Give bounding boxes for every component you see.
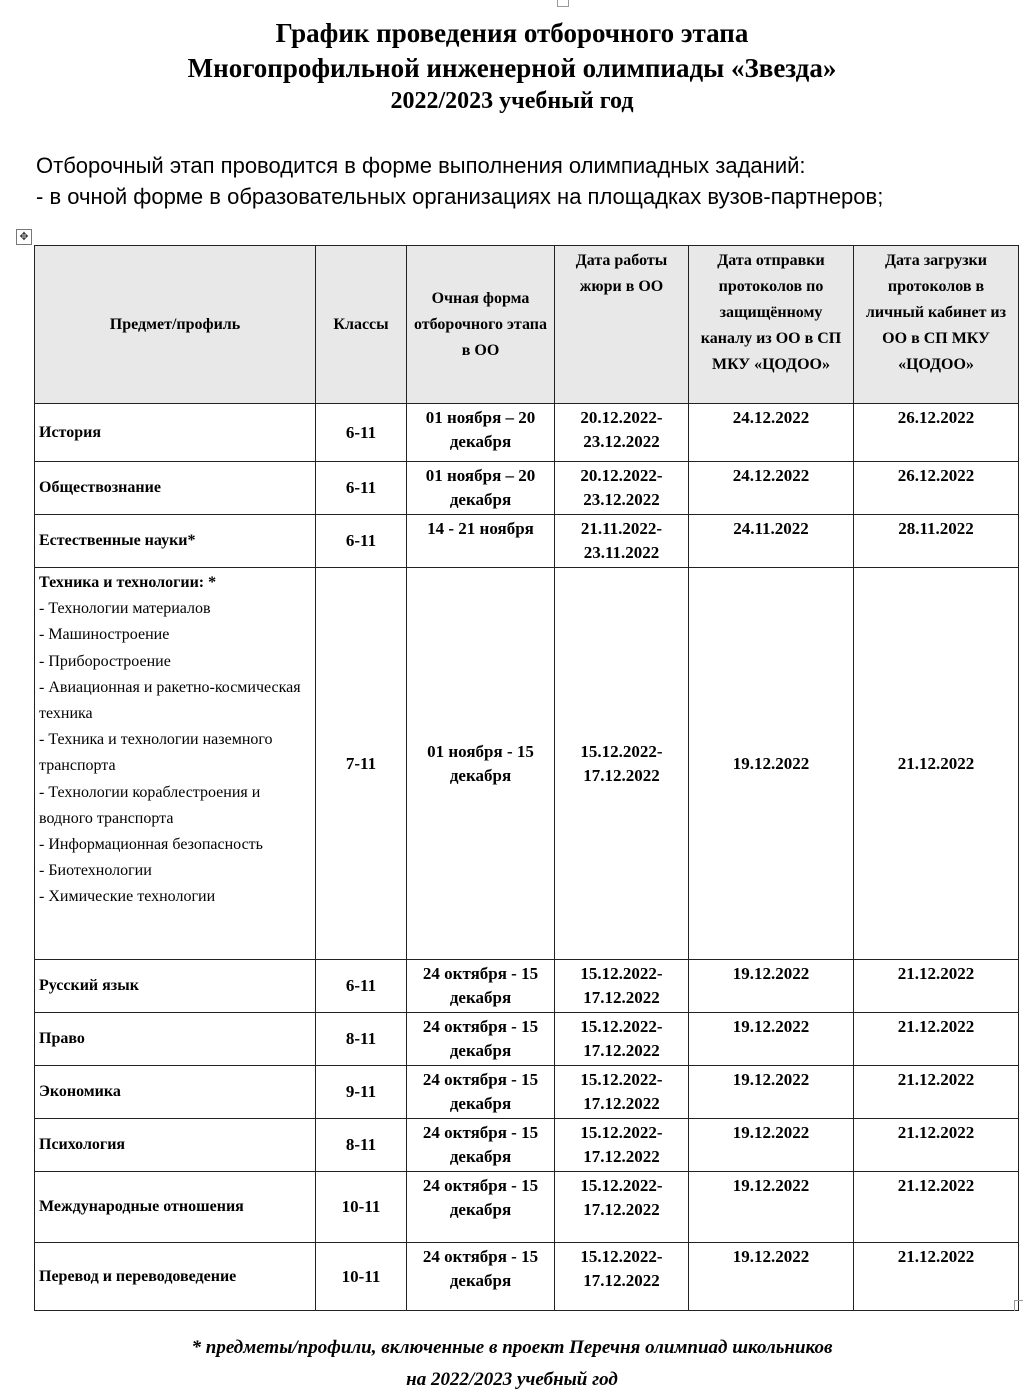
cell-jury: 20.12.2022- 23.12.2022 — [555, 404, 689, 462]
subject-subitem: - Технологии материалов — [39, 600, 211, 618]
table-row — [35, 1013, 1019, 1066]
subject-subitem: - Техника и технологии наземного транспорта — [39, 731, 273, 775]
cell-grades: 9-11 — [316, 1066, 407, 1119]
cell-form: 01 ноября – 20 декабря — [407, 462, 555, 515]
table-row — [35, 1172, 1019, 1243]
subject-subitem: - Информационная безопасность — [39, 836, 263, 854]
subject-subitem: - Приборостроение — [39, 652, 171, 670]
cell-subject: Перевод и переводоведение — [35, 1243, 316, 1311]
table-row — [35, 462, 1019, 515]
cell-subject — [35, 568, 316, 960]
cell-upload: 21.12.2022 — [854, 1119, 1019, 1172]
cell-send: 19.12.2022 — [689, 1013, 854, 1066]
table-body — [35, 404, 1019, 1311]
cell-send: 19.12.2022 — [689, 568, 854, 960]
cell-grades: 6-11 — [316, 462, 407, 515]
header-form: Очная форма отборочного этапа в ОО — [407, 246, 555, 404]
cell-jury: 15.12.2022- 17.12.2022 — [555, 1066, 689, 1119]
cell-upload: 21.12.2022 — [854, 960, 1019, 1013]
cell-send: 19.12.2022 — [689, 1066, 854, 1119]
cell-subject: Психология — [35, 1119, 316, 1172]
footnote-line-2: на 2022/2023 учебный год — [406, 1369, 618, 1390]
table-row — [35, 515, 1019, 568]
cell-subject: История — [35, 404, 316, 462]
table-corner-mark — [1014, 1300, 1023, 1311]
cell-grades: 6-11 — [316, 404, 407, 462]
table-row — [35, 1243, 1019, 1311]
header-upload: Дата загрузки протоколов в личный кабинет из ОО в СП МКУ «ЦОДОО» — [854, 246, 1019, 404]
subject-heading: Техника и технологии: * — [39, 574, 217, 591]
subject-subitem: - Авиационная и ракетно-космическая техника — [39, 678, 301, 723]
cell-grades: 6-11 — [316, 515, 407, 568]
cell-grades: 6-11 — [316, 960, 407, 1013]
page-edge-mark — [557, 0, 569, 7]
header-jury: Дата работы жюри в ОО — [555, 246, 689, 404]
cell-form: 24 октября - 15 декабря — [407, 1066, 555, 1119]
cell-upload: 21.12.2022 — [854, 1243, 1019, 1311]
move-icon[interactable]: ✥ — [16, 229, 32, 245]
header-subject: Предмет/профиль — [35, 246, 316, 404]
cell-form: 24 октября - 15 декабря — [407, 1013, 555, 1066]
cell-grades: 10-11 — [316, 1172, 407, 1243]
cell-send: 19.12.2022 — [689, 1243, 854, 1311]
cell-jury: 15.12.2022- 17.12.2022 — [555, 1013, 689, 1066]
schedule-table — [34, 245, 1019, 1311]
cell-send: 24.11.2022 — [689, 515, 854, 568]
cell-form: 14 - 21 ноября — [407, 515, 555, 568]
cell-upload: 21.12.2022 — [854, 1172, 1019, 1243]
cell-subject: Русский язык — [35, 960, 316, 1013]
cell-grades: 8-11 — [316, 1119, 407, 1172]
cell-jury: 15.12.2022- 17.12.2022 — [555, 568, 689, 960]
subject-subitem: - Химические технологии — [39, 888, 216, 906]
table-row — [35, 568, 1019, 960]
cell-subject: Обществознание — [35, 462, 316, 515]
document-title — [0, 16, 1024, 116]
cell-upload: 28.11.2022 — [854, 515, 1019, 568]
cell-form: 24 октября - 15 декабря — [407, 1243, 555, 1311]
cell-subject: Право — [35, 1013, 316, 1066]
header-grades: Классы — [316, 246, 407, 404]
header-send: Дата отправки протоколов по защищённому каналу из ОО в СП МКУ «ЦОДОО» — [689, 246, 854, 404]
cell-subject: Международные отношения — [35, 1172, 316, 1243]
cell-grades: 8-11 — [316, 1013, 407, 1066]
subject-subitem: - Машиностроение — [39, 626, 170, 644]
cell-grades: 7-11 — [316, 568, 407, 960]
table-row — [35, 960, 1019, 1013]
cell-send: 19.12.2022 — [689, 1172, 854, 1243]
cell-upload: 21.12.2022 — [854, 1066, 1019, 1119]
table-row — [35, 1066, 1019, 1119]
cell-form: 24 октября - 15 декабря — [407, 960, 555, 1013]
intro-line-1: Отборочный этап проводится в форме выполнения олимпиадных заданий: — [36, 153, 806, 178]
cell-upload: 26.12.2022 — [854, 404, 1019, 462]
cell-jury: 15.12.2022- 17.12.2022 — [555, 1119, 689, 1172]
intro-text — [36, 150, 1016, 212]
cell-upload: 21.12.2022 — [854, 568, 1019, 960]
footnote — [0, 1332, 1024, 1396]
cell-jury: 15.12.2022- 17.12.2022 — [555, 1243, 689, 1311]
cell-send: 19.12.2022 — [689, 1119, 854, 1172]
table-row — [35, 404, 1019, 462]
table-header-row — [35, 246, 1019, 404]
table-row — [35, 1119, 1019, 1172]
cell-form: 24 октября - 15 декабря — [407, 1119, 555, 1172]
cell-subject: Экономика — [35, 1066, 316, 1119]
cell-upload: 21.12.2022 — [854, 1013, 1019, 1066]
cell-upload: 26.12.2022 — [854, 462, 1019, 515]
cell-jury: 15.12.2022- 17.12.2022 — [555, 960, 689, 1013]
cell-jury: 20.12.2022- 23.12.2022 — [555, 462, 689, 515]
subject-subitem: - Биотехнологии — [39, 862, 152, 880]
footnote-line-1: * предметы/профили, включенные в проект Перечня олимпиад школьников — [191, 1337, 833, 1358]
cell-jury: 21.11.2022- 23.11.2022 — [555, 515, 689, 568]
cell-form: 01 ноября – 20 декабря — [407, 404, 555, 462]
title-line-1: График проведения отборочного этапа — [275, 18, 749, 48]
cell-form: 01 ноября - 15 декабря — [407, 568, 555, 960]
title-line-2: Многопрофильной инженерной олимпиады «Звезда» — [187, 53, 837, 83]
cell-send: 19.12.2022 — [689, 960, 854, 1013]
cell-subject: Естественные науки* — [35, 515, 316, 568]
cell-send: 24.12.2022 — [689, 462, 854, 515]
intro-line-2: - в очной форме в образовательных организациях на площадках вузов-партнеров; — [36, 184, 884, 209]
cell-grades: 10-11 — [316, 1243, 407, 1311]
title-line-3: 2022/2023 учебный год — [390, 88, 634, 114]
cell-form: 24 октября - 15 декабря — [407, 1172, 555, 1243]
cell-send: 24.12.2022 — [689, 404, 854, 462]
cell-jury: 15.12.2022- 17.12.2022 — [555, 1172, 689, 1243]
subject-subitem: - Технологии кораблестроения и водного транспорта — [39, 783, 261, 827]
